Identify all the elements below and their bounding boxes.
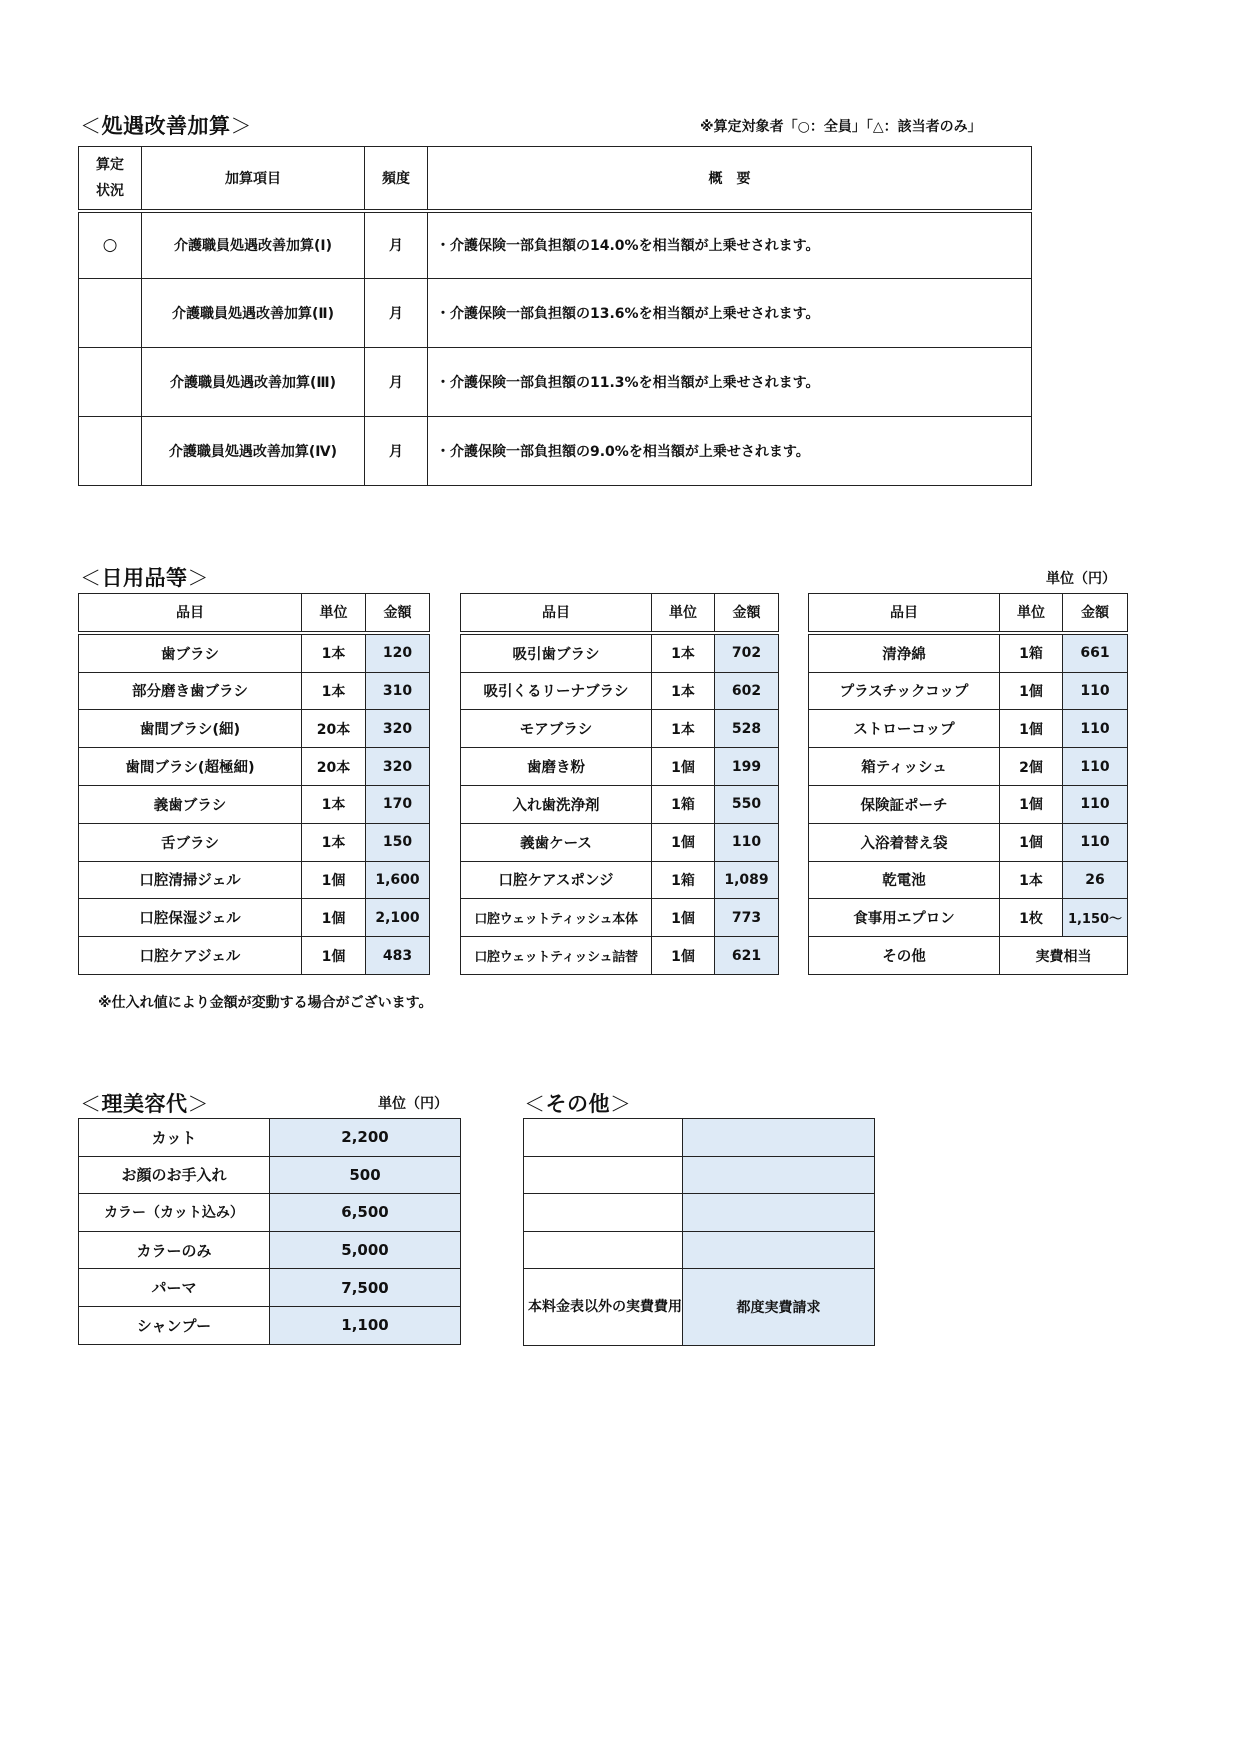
allowance-item: 介護職員処遇改善加算(Ⅰ) [142,211,365,279]
header-price: 金額 [366,594,430,633]
beauty-price: 5,000 [270,1231,461,1269]
bracket-close: ＞ [610,1092,632,1116]
allowance-frequency: 月 [365,279,428,348]
item-name: 吸引くるリーナブラシ [461,672,652,710]
item-price: 320 [366,748,430,786]
daily-row [79,710,430,748]
daily-unit-note: 単位（円） [1046,571,1116,587]
daily-header-row [79,594,430,633]
other-table [523,1118,875,1346]
item-name: 食事用エプロン [809,899,1000,937]
item-name: 入浴着替え袋 [809,823,1000,861]
item-price: 120 [366,633,430,672]
daily-row [79,861,430,899]
item-unit: 1本 [652,633,715,672]
item-unit: 1本 [652,672,715,710]
beauty-price: 500 [270,1156,461,1194]
header-summary: 概 要 [428,147,1032,211]
item-price: 199 [715,748,779,786]
daily-table-right [808,593,1128,975]
beauty-row [79,1119,461,1157]
daily-row [809,899,1128,937]
item-price: 2,100 [366,899,430,937]
item-price: 702 [715,633,779,672]
daily-row [461,823,779,861]
other-row [524,1119,875,1157]
other-item [524,1231,683,1269]
item-unit: 1個 [1000,785,1063,823]
item-price: 110 [1063,672,1128,710]
other-section-title [524,1088,632,1118]
item-unit: 1本 [652,710,715,748]
daily-row [79,937,430,975]
item-unit: 20本 [302,710,366,748]
allowance-title-text: 処遇改善加算 [101,114,231,138]
daily-row [79,785,430,823]
beauty-price: 6,500 [270,1194,461,1232]
header-unit: 単位 [652,594,715,633]
daily-header-row [809,594,1128,633]
bracket-close: ＞ [187,1092,209,1116]
item-unit: 1箱 [652,785,715,823]
item-name: 口腔保湿ジェル [79,899,302,937]
item-name: 入れ歯洗浄剤 [461,785,652,823]
daily-section-title [80,562,209,592]
bracket-close: ＞ [230,114,252,138]
bracket-close: ＞ [187,566,209,590]
other-item [524,1156,683,1194]
daily-row [79,823,430,861]
item-name: 歯磨き粉 [461,748,652,786]
allowance-item: 介護職員処遇改善加算(Ⅳ) [142,417,365,486]
item-unit: 1個 [302,861,366,899]
other-item [524,1194,683,1232]
header-price: 金額 [1063,594,1128,633]
beauty-item: お顔のお手入れ [79,1156,270,1194]
daily-row [461,748,779,786]
item-unit: 1本 [302,785,366,823]
item-price: 26 [1063,861,1128,899]
header-frequency: 頻度 [365,147,428,211]
item-name: 口腔ケアジェル [79,937,302,975]
other-row [524,1194,875,1232]
allowance-frequency: 月 [365,211,428,279]
allowance-frequency: 月 [365,417,428,486]
item-name: 舌ブラシ [79,823,302,861]
item-price: 150 [366,823,430,861]
daily-row [809,710,1128,748]
other-price [683,1231,875,1269]
daily-row [461,633,779,672]
item-name: 歯ブラシ [79,633,302,672]
item-unit: 1本 [302,633,366,672]
item-name: 口腔ケアスポンジ [461,861,652,899]
item-price: 310 [366,672,430,710]
item-unit: 2個 [1000,748,1063,786]
item-price: 773 [715,899,779,937]
item-name: 吸引歯ブラシ [461,633,652,672]
other-title-text: その他 [545,1092,610,1116]
item-unit: 1個 [652,748,715,786]
item-price: 110 [1063,710,1128,748]
item-price: 483 [366,937,430,975]
beauty-unit-note: 単位（円） [378,1096,448,1112]
allowance-header-row [79,147,1032,211]
item-price: 110 [1063,823,1128,861]
header-status-line2: 状況 [96,182,124,199]
allowance-row [79,211,1032,279]
allowance-row [79,417,1032,486]
item-unit: 1箱 [1000,633,1063,672]
beauty-item: カラー（カット込み） [79,1194,270,1232]
status-mark [79,417,142,486]
allowance-summary: ・介護保険一部負担額の11.3%を相当額が上乗せされます。 [428,348,1032,417]
beauty-row [79,1194,461,1232]
daily-header-row [461,594,779,633]
item-unit: 1個 [652,899,715,937]
allowance-summary: ・介護保険一部負担額の9.0%を相当額が上乗せされます。 [428,417,1032,486]
item-unit: 1個 [1000,823,1063,861]
bracket-open: ＜ [80,1092,102,1116]
daily-row [461,785,779,823]
header-unit: 単位 [1000,594,1063,633]
header-status-line1: 算定 [96,156,124,173]
daily-table-middle [460,593,779,975]
item-price: 528 [715,710,779,748]
beauty-item: パーマ [79,1269,270,1307]
item-name: その他 [809,937,1000,975]
header-item: 加算項目 [142,147,365,211]
daily-row [809,823,1128,861]
item-name: 乾電池 [809,861,1000,899]
item-name: 義歯ケース [461,823,652,861]
bracket-open: ＜ [80,114,102,138]
item-unit: 1個 [1000,710,1063,748]
daily-row [809,672,1128,710]
other-price [683,1156,875,1194]
other-item: 本料金表以外の実費費用 [524,1269,683,1346]
bracket-open: ＜ [524,1092,546,1116]
item-price: 170 [366,785,430,823]
item-unit: 1本 [1000,861,1063,899]
item-price-merged: 実費相当 [1000,937,1128,975]
daily-row [809,633,1128,672]
daily-row [461,710,779,748]
item-unit: 1枚 [1000,899,1063,937]
allowance-table [78,146,1032,486]
other-row [524,1231,875,1269]
beauty-row [79,1269,461,1307]
item-unit: 1個 [302,937,366,975]
beauty-row [79,1231,461,1269]
beauty-row [79,1306,461,1344]
allowance-item: 介護職員処遇改善加算(Ⅱ) [142,279,365,348]
item-name: 清浄綿 [809,633,1000,672]
header-unit: 単位 [302,594,366,633]
item-name: 保険証ポーチ [809,785,1000,823]
daily-footnote: ※仕入れ値により金額が変動する場合がございます。 [98,995,433,1011]
item-price: 550 [715,785,779,823]
beauty-price: 7,500 [270,1269,461,1307]
beauty-item: カラーのみ [79,1231,270,1269]
status-mark [79,348,142,417]
daily-table-left [78,593,430,975]
daily-title-text: 日用品等 [101,566,188,590]
item-price: 621 [715,937,779,975]
daily-row [461,861,779,899]
other-item [524,1119,683,1157]
item-unit: 1本 [302,672,366,710]
other-price [683,1119,875,1157]
daily-row [809,785,1128,823]
item-price: 1,089 [715,861,779,899]
item-unit: 1箱 [652,861,715,899]
allowance-summary: ・介護保険一部負担額の14.0%を相当額が上乗せされます。 [428,211,1032,279]
beauty-price: 1,100 [270,1306,461,1344]
allowance-summary: ・介護保険一部負担額の13.6%を相当額が上乗せされます。 [428,279,1032,348]
beauty-table [78,1118,461,1345]
daily-row [79,748,430,786]
item-name: 口腔清掃ジェル [79,861,302,899]
item-price: 602 [715,672,779,710]
other-row [524,1156,875,1194]
item-price: 661 [1063,633,1128,672]
allowance-row [79,279,1032,348]
beauty-price: 2,200 [270,1119,461,1157]
status-mark [79,279,142,348]
item-price: 110 [715,823,779,861]
bracket-open: ＜ [80,566,102,590]
item-unit: 1個 [652,937,715,975]
daily-row [461,672,779,710]
item-price: 1,150～ [1063,899,1128,937]
item-price: 110 [1063,785,1128,823]
daily-row [461,937,779,975]
item-name: 義歯ブラシ [79,785,302,823]
beauty-item: カット [79,1119,270,1157]
item-price: 1,600 [366,861,430,899]
other-price: 都度実費請求 [683,1269,875,1346]
daily-row [809,748,1128,786]
daily-row [809,937,1128,975]
item-unit: 1個 [1000,672,1063,710]
other-row [524,1269,875,1346]
beauty-section-title [80,1088,209,1118]
header-item: 品目 [79,594,302,633]
item-name: 箱ティッシュ [809,748,1000,786]
allowance-item: 介護職員処遇改善加算(Ⅲ) [142,348,365,417]
item-name: 口腔ウェットティッシュ詰替 [461,937,652,975]
item-name: 歯間ブラシ(細) [79,710,302,748]
item-name: 部分磨き歯ブラシ [79,672,302,710]
item-unit: 1本 [302,823,366,861]
beauty-row [79,1156,461,1194]
allowance-legend: ※算定対象者「○：全員」「△：該当者のみ」 [700,119,982,135]
header-price: 金額 [715,594,779,633]
header-item: 品目 [809,594,1000,633]
beauty-item: シャンプー [79,1306,270,1344]
allowance-row [79,348,1032,417]
daily-row [461,899,779,937]
status-mark: ○ [79,211,142,279]
item-price: 320 [366,710,430,748]
other-price [683,1194,875,1232]
daily-row [79,899,430,937]
item-unit: 1個 [652,823,715,861]
item-price: 110 [1063,748,1128,786]
daily-row [79,672,430,710]
item-name: 歯間ブラシ(超極細) [79,748,302,786]
item-name: プラスチックコップ [809,672,1000,710]
beauty-title-text: 理美容代 [101,1092,188,1116]
allowance-section-title [80,110,252,140]
item-unit: 20本 [302,748,366,786]
daily-row [809,861,1128,899]
allowance-frequency: 月 [365,348,428,417]
item-name: 口腔ウェットティッシュ本体 [461,899,652,937]
daily-row [79,633,430,672]
header-item: 品目 [461,594,652,633]
header-status [79,147,142,211]
item-name: ストローコップ [809,710,1000,748]
item-name: モアブラシ [461,710,652,748]
item-unit: 1個 [302,899,366,937]
